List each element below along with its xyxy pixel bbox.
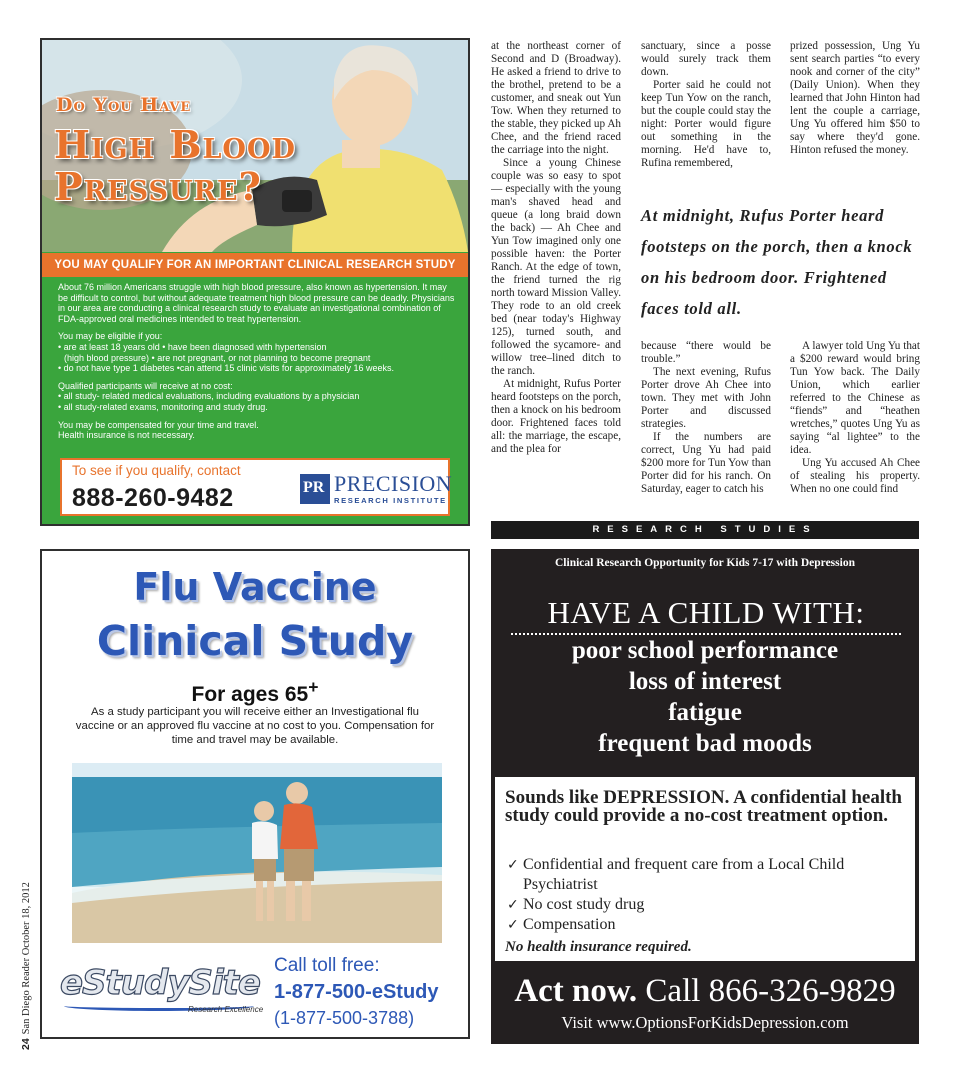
flu-title-line-2: Clinical Study [96,617,414,665]
bp-ad-photo [42,40,468,252]
bp-eligible-line: • do not have type 1 diabetes •can attend 15 clinic visits for approximately 16 weeks. [58,363,394,374]
article-paragraph: Porter said he could not keep Tun Yow on the ranch, but the couple could stay the night: Porter would figure out something in the morning. He'd have to, Rufina remembered, [641,79,771,169]
dep-phone[interactable]: Call 866-326-9829 [637,973,896,1009]
bp-compensation [58,420,458,441]
dep-headline: HAVE A CHILD WITH: [511,595,901,635]
dep-benefit-item: ✓ Confidential and frequent care from a Local Child Psychiatrist [507,855,907,895]
bp-contact-lead: To see if you qualify, contact [72,463,241,478]
blood-pressure-ad [40,38,470,526]
article-paragraph: If the numbers are correct, Ung Yu had paid $200 more for Tun Yow than Porter did for his ranch. On Saturday, eager to catch his [641,431,771,495]
flu-call-number-alt[interactable]: (1-877-500-3788) [274,1008,415,1028]
bp-contact-box [60,458,453,516]
flu-ages-text: For ages 65 [191,683,309,706]
bp-eligible-lead: You may be eligible if you: [58,331,163,342]
page-number: 24 [20,1038,32,1050]
article-paragraph: because “there would be trouble.” [641,340,771,365]
flu-description: As a study participant you will receive either an Investigational flu vaccine or an approved flu vaccine at no cost to you. Compensation for time and travel may be available. [75,706,435,746]
precision-logo-mark: PR [303,479,325,496]
research-studies-section-bar: RESEARCH STUDIES [491,521,919,539]
depression-study-ad [491,549,919,1044]
dep-info-box [495,777,915,961]
folio-text [20,882,32,1050]
dep-call-to-action [491,973,919,1010]
article-paragraph: at the northeast corner of Second and D (Broadway). He asked a friend to drive to the brothel, pretend to be a customer, and sneak out Yun Tow. When they returned to the stable, they picked up Ah Chee, and the friend raced the carriage into the night. [491,40,621,156]
article-paragraph: Since a young Chinese couple was so easy to spot — especially with the young man's shaved head and queue (a long braid down the back) — Ah Chee and Yun Tow imagined only one possible haven: the Porter Ranch. At the edge of town, the friend turned the rig north toward Mission Valley. They rode to an old creek bed (near today's Highway 125), turned south, and followed the sycamore- and willow tree–lined ditch to the ranch. [491,157,621,377]
dep-benefit-item: ✓ No cost study drug [507,895,907,915]
bp-eligible-line: (high blood pressure) • are not pregnant, or not planning to become pregnant [64,352,371,363]
estudysite-wordmark: eStudySite [60,963,260,1003]
flu-vaccine-ad [40,549,470,1039]
publication-line: San Diego Reader October 18, 2012 [21,882,32,1035]
dep-website-link[interactable]: Visit www.OptionsForKidsDepression.com [561,1013,849,1032]
precision-logo-icon [300,474,330,504]
bp-qualify-band: YOU MAY QUALIFY FOR AN IMPORTANT CLINICAL RESEARCH STUDY [42,253,468,277]
dep-benefit-list [507,855,907,935]
dep-kicker: Clinical Research Opportunity for Kids 7-17 with Depression [555,557,855,569]
dep-box-headline: Sounds like DEPRESSION. A confidential health study could provide a no-cost treatment option. [505,787,902,826]
bp-phone-number[interactable]: 888-260-9482 [72,484,234,512]
estudysite-tagline: Research Excellence [188,1005,264,1014]
beach-couple-illustration [72,763,442,943]
dep-symptom: frequent bad moods [598,730,812,757]
bp-eligibility [58,331,458,373]
dep-symptom: fatigue [668,699,742,726]
dep-benefit-item: ✓ Compensation [507,915,907,935]
flu-call-number[interactable]: 1-877-500-eStudy [274,981,439,1003]
dep-act-now: Act now. [514,973,638,1009]
bp-headline-small: Do You Have [56,94,192,116]
bp-body-text [58,282,458,448]
article-paragraph: Ung Yu accused Ah Chee of stealing his property. When no one could find [790,457,920,495]
bp-comp-line: You may be compensated for your time and travel. [58,419,259,430]
bp-intro: About 76 million Americans struggle with high blood pressure, also known as hypertension. It may be difficult to control, but without adequate treatment high blood pressure can be deadly. Physicians in our area are conducting a clinical research study to evaluate an investigational combination of FDA-approved oral medicines intended to treat hypertension. [58,282,455,324]
bp-headline-large: High Blood Pressure? [54,122,296,209]
dep-symptom: poor school performance [571,637,839,664]
precision-logo-sub: RESEARCH INSTITUTE [334,496,447,505]
dep-insurance-note: No health insurance required. [505,939,692,955]
article-paragraph: sanctuary, since a posse would surely track them down. [641,40,771,78]
page-folio [20,880,36,1050]
flu-call-lead: Call toll free: [274,955,380,976]
article-paragraph: prized possession, Ung Yu sent search parties “to every nook and corner of the city” (Daily Union). When they learned that John Hinton had lent the couple a carriage, Ung Yu offered him $50 to say where they'd gone. Hinton refused the money. [790,40,920,156]
article-column-2-top [641,40,771,186]
flu-ages-plus: + [308,677,319,697]
article-paragraph: At midnight, Rufus Porter heard footsteps on the porch, then a knock on his bedroom door. Frightened faces told all: the marriage, the escape, and the plea for [491,378,621,455]
article-pullquote: At midnight, Rufus Porter heard footsteps on the porch, then a knock on his bedroom door. Frightened faces told all. [641,206,913,318]
beach-couple-photo [72,763,442,943]
dep-symptom-list [491,635,919,759]
article-paragraph: A lawyer told Ung Yu that a $200 reward would bring Tun Yow back. The Daily Union, which earlier referred to the Chinese as “fiends” and “heathen wretches,” quotes Ung Yu as saying “al lightee” to the idea. [790,340,920,456]
flu-ages [42,677,468,707]
dep-symptom: loss of interest [628,668,782,695]
article-column-1 [491,40,621,512]
estudysite-logo [60,961,270,1021]
bp-cost-line: • all study-related exams, monitoring and study drug. [58,401,268,412]
flu-title-line-1: Flu Vaccine [133,565,377,609]
bp-cost-line: • all study- related medical evaluations, including evaluations by a physician [58,391,360,402]
bp-no-cost [58,381,458,413]
article-paragraph: The next evening, Rufus Porter drove Ah Chee into town. They met with John Porter and discussed strategies. [641,366,771,430]
article-column-3-bottom [790,340,920,512]
bp-eligible-line: • are at least 18 years old • have been diagnosed with hypertension [58,341,327,352]
article-column-3-top [790,40,920,186]
article-column-2-bottom [641,340,771,512]
bp-comp-line: Health insurance is not necessary. [58,430,195,441]
precision-logo-name: PRECISION [334,471,453,496]
bp-cost-lead: Qualified participants will receive at no cost: [58,380,233,391]
